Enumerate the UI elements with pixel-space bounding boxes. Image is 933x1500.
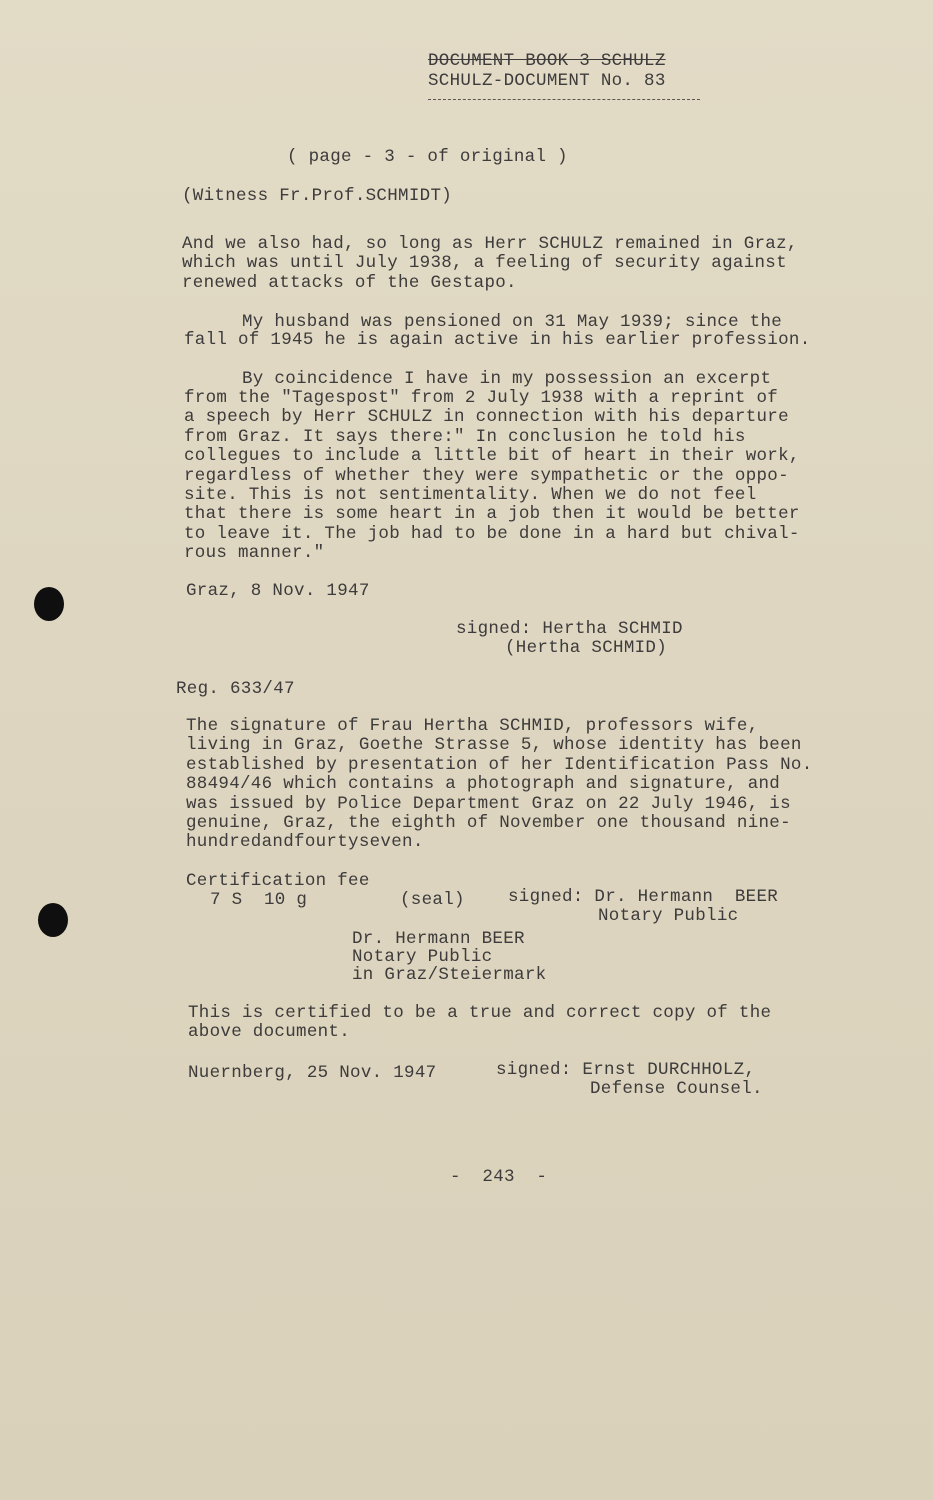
certification-text: The signature of Frau Hertha SCHMID, professors wife, living in Graz, Goethe Strasse 5, whose identity has been established by presentation of her Identification Pass No. 88494/46 which contains a photograph and signature, and was issued by Police Department Graz on 22 July 1946, is genuine, Graz, the eighth of November one thousand nine- hundredandfourtyseven. [186, 716, 813, 853]
paragraph-pension-line1: My husband was pensioned on 31 May 1939; since the [242, 312, 783, 332]
counsel-title: Defense Counsel. [590, 1079, 763, 1099]
copy-statement: This is certified to be a true and correct copy of the above document. [188, 1003, 772, 1043]
page-number: - 243 - [450, 1167, 548, 1187]
certification-fee-amount: 7 S 10 g [210, 890, 308, 910]
punch-hole-top [34, 587, 64, 621]
paragraph-security: And we also had, so long as Herr SCHULZ remained in Graz, which was until July 1938, a feeling of security against renewed attacks of the Gestapo. [182, 234, 798, 293]
signature-hertha-printed: (Hertha SCHMID) [505, 638, 668, 658]
place-date-graz: Graz, 8 Nov. 1947 [186, 581, 370, 601]
header-rule [428, 99, 700, 100]
counsel-signed: signed: Ernst DURCHHOLZ, [496, 1060, 756, 1080]
paragraph-pension-line2: fall of 1945 he is again active in his earlier profession. [184, 330, 811, 350]
seal-note: (seal) [400, 890, 465, 910]
notary-signed: signed: Dr. Hermann BEER [508, 887, 779, 907]
notary-name: Dr. Hermann BEER [352, 929, 525, 949]
place-date-nuernberg: Nuernberg, 25 Nov. 1947 [188, 1063, 437, 1083]
page-note: ( page - 3 - of original ) [287, 147, 568, 167]
notary-title: Notary Public [352, 947, 493, 967]
notary-signed-title: Notary Public [598, 906, 739, 926]
paragraph-excerpt-body: from the "Tagespost" from 2 July 1938 with a reprint of a speech by Herr SCHULZ in connection with his departure from Graz. It says there:" In conclusion he told his collegues to include a little bit of heart in their work, regardless of whether they were sympathetic or the oppo- site. This is not sentimentality. When we do not feel that there is some heart in a job then it would be better to leave it. The job had to be done in a hard but chival- rous manner." [184, 388, 800, 564]
book-title: DOCUMENT BOOK 3 SCHULZ [428, 51, 666, 71]
signature-hertha-signed: signed: Hertha SCHMID [456, 619, 683, 639]
document-number: SCHULZ-DOCUMENT No. 83 [428, 71, 666, 91]
witness-line: (Witness Fr.Prof.SCHMIDT) [182, 186, 453, 206]
registration-number: Reg. 633/47 [176, 679, 295, 699]
paragraph-excerpt-line1: By coincidence I have in my possession an excerpt [242, 369, 772, 389]
punch-hole-bottom [38, 903, 68, 937]
notary-place: in Graz/Steiermark [352, 965, 547, 985]
certification-fee-label: Certification fee [186, 871, 370, 891]
